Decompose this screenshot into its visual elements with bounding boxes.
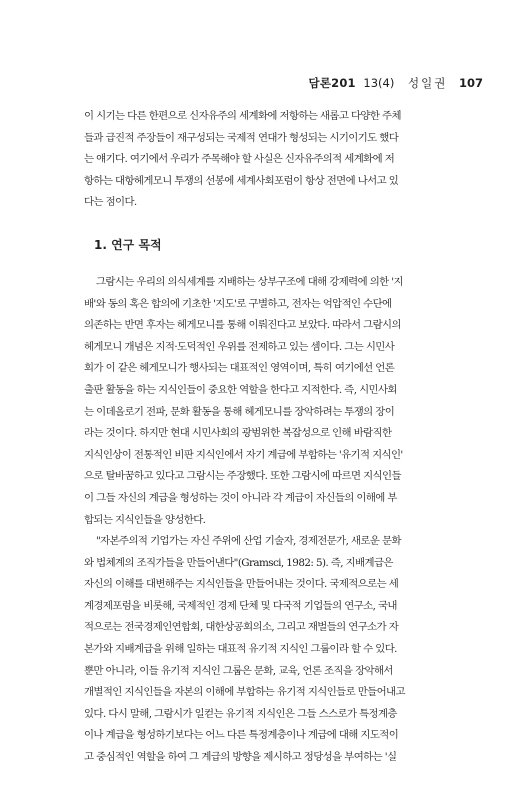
text-line: 는 이데올로기 전파, 문화 활동을 통해 헤게모니를 장악하려는 투쟁의 장이 <box>84 405 395 418</box>
text-line: 합되는 지식인들을 양성한다. <box>84 513 206 526</box>
author-name: 성일권 <box>408 76 448 90</box>
text-line: 회가 이 같은 헤게모니가 행사되는 대표적인 영역이며, 특히 여기에선 언론 <box>84 362 395 375</box>
text-line: 헤게모니 개념은 지적·도덕적인 우위를 전제하고 있는 셈이다. 그는 시민사 <box>84 340 395 353</box>
text-line: 출판 활동을 하는 지식인들이 중요한 역할을 한다고 지적한다. 즉, 시민사회 <box>84 383 397 396</box>
page-number: 107 <box>458 76 483 90</box>
text-line: 배'와 동의 혹은 합의에 기초한 '지도'로 구별하고, 전자는 억압적인 수단에 <box>84 297 392 310</box>
text-line: 적으로는 전국경제인연합회, 대한상공회의소, 그리고 재벌들의 연구소가 자 <box>84 621 399 634</box>
text-line: 본가와 지배계급을 위해 일하는 대표적 유기적 지식인 그룹이라 할 수 있다. <box>84 643 397 656</box>
text-line: 라는 것이다. 하지만 현대 시민사회의 광범위한 복잡성으로 인해 바람직한 <box>84 427 392 440</box>
text-line: "자본주의적 기업가는 자신 주위에 산업 기술자, 경제전문가, 새로운 문화 <box>96 535 401 548</box>
text-line: 다는 점이다. <box>84 196 137 209</box>
text-line: 항하는 대항헤게모니 투쟁의 선봉에 세계사회포럼이 항상 전면에 나서고 있 <box>84 174 399 187</box>
text-line: 그람시는 우리의 의식세계를 지배하는 상부구조에 대해 강제력에 의한 '지 <box>96 275 403 288</box>
journal-title: 담론201 <box>308 76 356 90</box>
text-line: 의존하는 반면 후자는 헤게모니를 통해 이뤄진다고 보았다. 따라서 그람시의 <box>84 319 401 332</box>
journal-issue: 13(4) <box>363 76 395 90</box>
text-line: 자신의 이해를 대변해주는 지식인들을 만들어내는 것이다. 국제적으로는 세 <box>84 578 399 591</box>
text-line: 고 중심적인 역할을 하여 그 계급의 방향을 제시하고 정당성을 부여하는 '실 <box>84 751 397 764</box>
text-line: 으로 탈바꿈하고 있다고 그람시는 주장했다. 또한 그람시에 따르면 지식인들 <box>84 470 401 483</box>
section-heading: 1. 연구 목적 <box>94 237 162 252</box>
running-header <box>309 75 483 91</box>
text-line: 이나 계급을 형성하기보다는 어느 다른 특정계층이나 계급에 대해 지도적이 <box>84 729 399 742</box>
text-line: 와 법체계의 조직가들을 만들어낸다"(Gramsci, 1982: 5). 즉, 지배계급은 <box>84 556 393 569</box>
text-line: 계경제포럼을 비롯해, 국제적인 경제 단체 및 다국적 기업들의 연구소, 국내 <box>84 599 397 612</box>
text-line: 는 얘기다. 여기에서 우리가 주목해야 할 사실은 신자유주의적 세계화에 저 <box>84 153 395 166</box>
text-line: 지식인상이 전통적인 비판 지식인에서 자기 계급에 부합하는 '유기적 지식인' <box>84 448 403 461</box>
text-line: 있다. 다시 말해, 그람시가 일컫는 유기적 지식인은 그들 스스로가 특정계층 <box>84 707 397 720</box>
text-line: 이 그들 자신의 계급을 형성하는 것이 아니라 각 계급이 자신들의 이해에 부 <box>84 491 397 504</box>
text-line: 들과 급진적 주장들이 재구성되는 국제적 연대가 형성되는 시기이기도 했다 <box>84 131 399 144</box>
text-line: 이 시기는 다른 한편으로 신자유주의 세계화에 저항하는 새롭고 다양한 주체 <box>84 110 401 122</box>
text-line: 개별적인 지식인들을 자본의 이해에 부합하는 유기적 지식인들로 만들어내고 <box>84 686 405 699</box>
paragraph-research-purpose <box>84 272 480 531</box>
paragraph-intro <box>84 106 480 214</box>
text-line: 뿐만 아니라, 이들 유기적 지식인 그룹은 문화, 교육, 언론 조직을 장악해서 <box>84 664 393 677</box>
paragraph-organic-intellectual <box>84 531 480 769</box>
article-body <box>84 106 480 769</box>
